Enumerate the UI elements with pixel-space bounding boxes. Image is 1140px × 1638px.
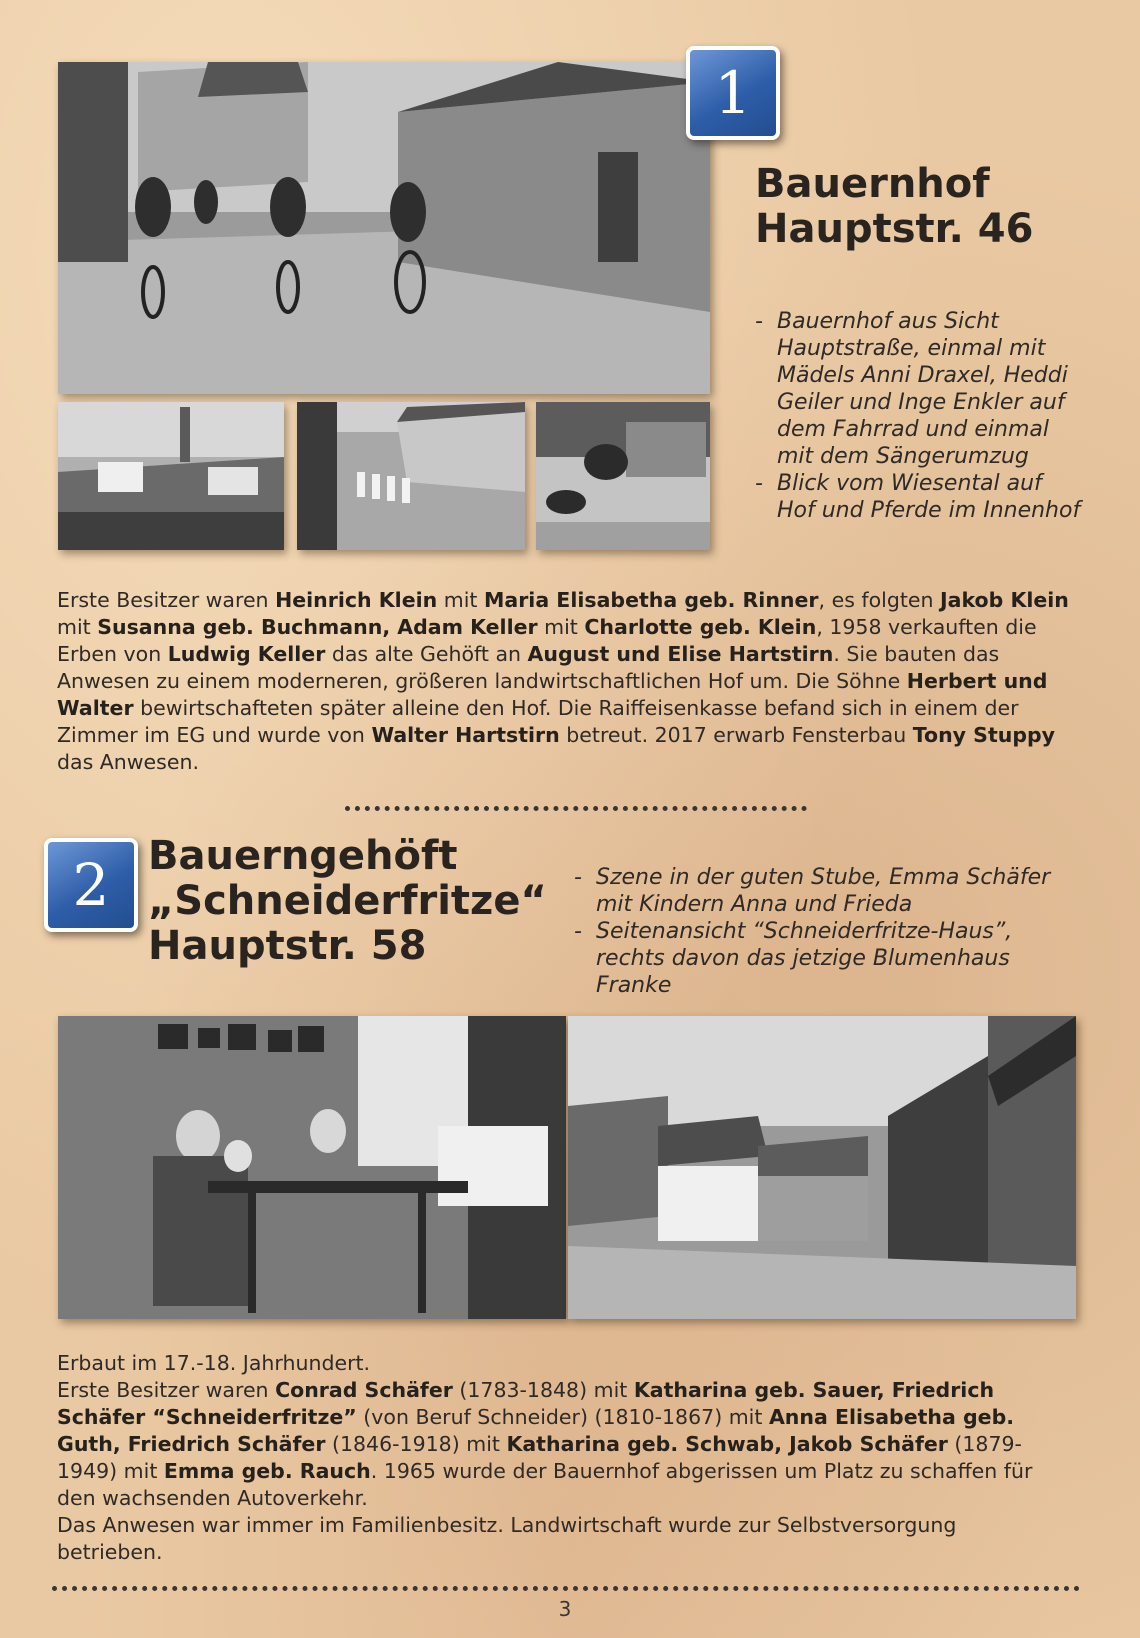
dotted-divider xyxy=(52,1586,1080,1591)
name-highlight: August und Elise Hartstirn xyxy=(527,642,834,666)
section1-paragraph xyxy=(57,587,1087,776)
text-run: betreut. 2017 erwarb Fensterbau xyxy=(559,723,913,747)
text-run: Erste Besitzer waren xyxy=(57,1378,276,1402)
name-highlight: Jakob Klein xyxy=(940,588,1069,612)
text-run: das Anwesen. xyxy=(57,750,199,774)
photo-schneiderfritze-house xyxy=(568,1016,1076,1319)
section-number-badge-1 xyxy=(686,46,780,140)
badge-number: 1 xyxy=(714,59,752,127)
name-highlight: Katharina geb. Sauer, Friedrich Schäfer “Schneiderfritze” xyxy=(57,1378,995,1429)
photo-street-cyclists xyxy=(58,62,710,394)
section1-title xyxy=(755,162,1033,252)
text-run: mit xyxy=(57,615,98,639)
section1-title-line1: Bauernhof xyxy=(755,161,990,207)
text-run: Das Anwesen war immer im Familienbesitz. Landwirtschaft wurde zur Selbstversorgung betrieben. xyxy=(57,1513,957,1564)
text-run: (von Beruf Schneider) (1810-1867) mit xyxy=(356,1405,769,1429)
text-run: . 1965 wurde der Bauernhof abgerissen um Platz zu schaffen für den wachsenden Autoverkehr. xyxy=(57,1459,1033,1510)
name-highlight: Emma geb. Rauch xyxy=(163,1459,371,1483)
text-run: mit xyxy=(437,588,484,612)
text-run: bewirtschafteten später alleine den Hof. Die Raiffeisenkasse befand sich in einem der Zimmer im EG und wurde von xyxy=(57,696,1019,747)
text-run: , 1958 verkauften die Erben von xyxy=(57,615,1037,666)
text-run: , es folgten xyxy=(818,588,941,612)
section-number-badge-2 xyxy=(44,838,138,932)
caption-item: - Seitenansicht “Schneiderfritze-Haus”, rechts davon das jetzige Blumenhaus Franke xyxy=(574,918,1074,999)
photo-parlour-scene xyxy=(58,1016,566,1319)
name-highlight: Walter Hartstirn xyxy=(371,723,560,747)
name-highlight: Ludwig Keller xyxy=(167,642,326,666)
photo-singers-parade xyxy=(297,402,525,550)
section1-captions xyxy=(755,308,1085,524)
section2-captions xyxy=(574,864,1074,999)
section1-title-line2: Hauptstr. 46 xyxy=(755,205,1034,252)
name-highlight: Charlotte geb. Klein xyxy=(584,615,817,639)
text-run: (1846-1918) mit xyxy=(325,1432,507,1456)
badge-number: 2 xyxy=(72,851,110,919)
text-run: Erste Besitzer waren xyxy=(57,588,276,612)
page-number: 3 xyxy=(558,1597,572,1621)
dotted-divider xyxy=(345,806,807,811)
caption-item: - Blick vom Wiesental auf Hof und Pferde im Innenhof xyxy=(755,470,1085,524)
section2-title-line3: Hauptstr. 58 xyxy=(148,922,427,969)
caption-item: - Szene in der guten Stube, Emma Schäfer mit Kindern Anna und Frieda xyxy=(574,864,1074,918)
name-highlight: Maria Elisabetha geb. Rinner xyxy=(483,588,819,612)
text-run: mit xyxy=(537,615,585,639)
photo-village-view xyxy=(58,402,284,550)
text-run: . Sie bauten das Anwesen zu einem moderneren, größeren landwirtschaftlichen Hof um. Die Söhne xyxy=(57,642,1000,693)
name-highlight: Heinrich Klein xyxy=(275,588,438,612)
name-highlight: Conrad Schäfer xyxy=(275,1378,453,1402)
text-run: das alte Gehöft an xyxy=(325,642,528,666)
section2-title xyxy=(148,834,547,968)
text-run: Erbaut im 17.-18. Jahrhundert. xyxy=(57,1351,371,1375)
text-run: (1879-1949) mit xyxy=(57,1432,1022,1483)
section2-title-line2: „Schneiderfritze“ xyxy=(148,877,547,924)
name-highlight: Tony Stuppy xyxy=(912,723,1056,747)
section2-paragraph xyxy=(57,1350,1067,1566)
caption-item: - Bauernhof aus Sicht Hauptstraße, einmal mit Mädels Anni Draxel, Heddi Geiler und Inge Enkler auf dem Fahrrad und einmal mit dem Sängerumzug xyxy=(755,308,1085,470)
name-highlight: Herbert und Walter xyxy=(57,669,1048,720)
name-highlight: Anna Elisabetha geb. Guth, Friedrich Schäfer xyxy=(57,1405,1015,1456)
name-highlight: Susanna geb. Buchmann, Adam Keller xyxy=(97,615,538,639)
text-run: (1783-1848) mit xyxy=(452,1378,634,1402)
section2-title-line1: Bauerngehöft xyxy=(148,833,458,879)
name-highlight: Katharina geb. Schwab, Jakob Schäfer xyxy=(506,1432,948,1456)
photo-horses-courtyard xyxy=(536,402,710,550)
